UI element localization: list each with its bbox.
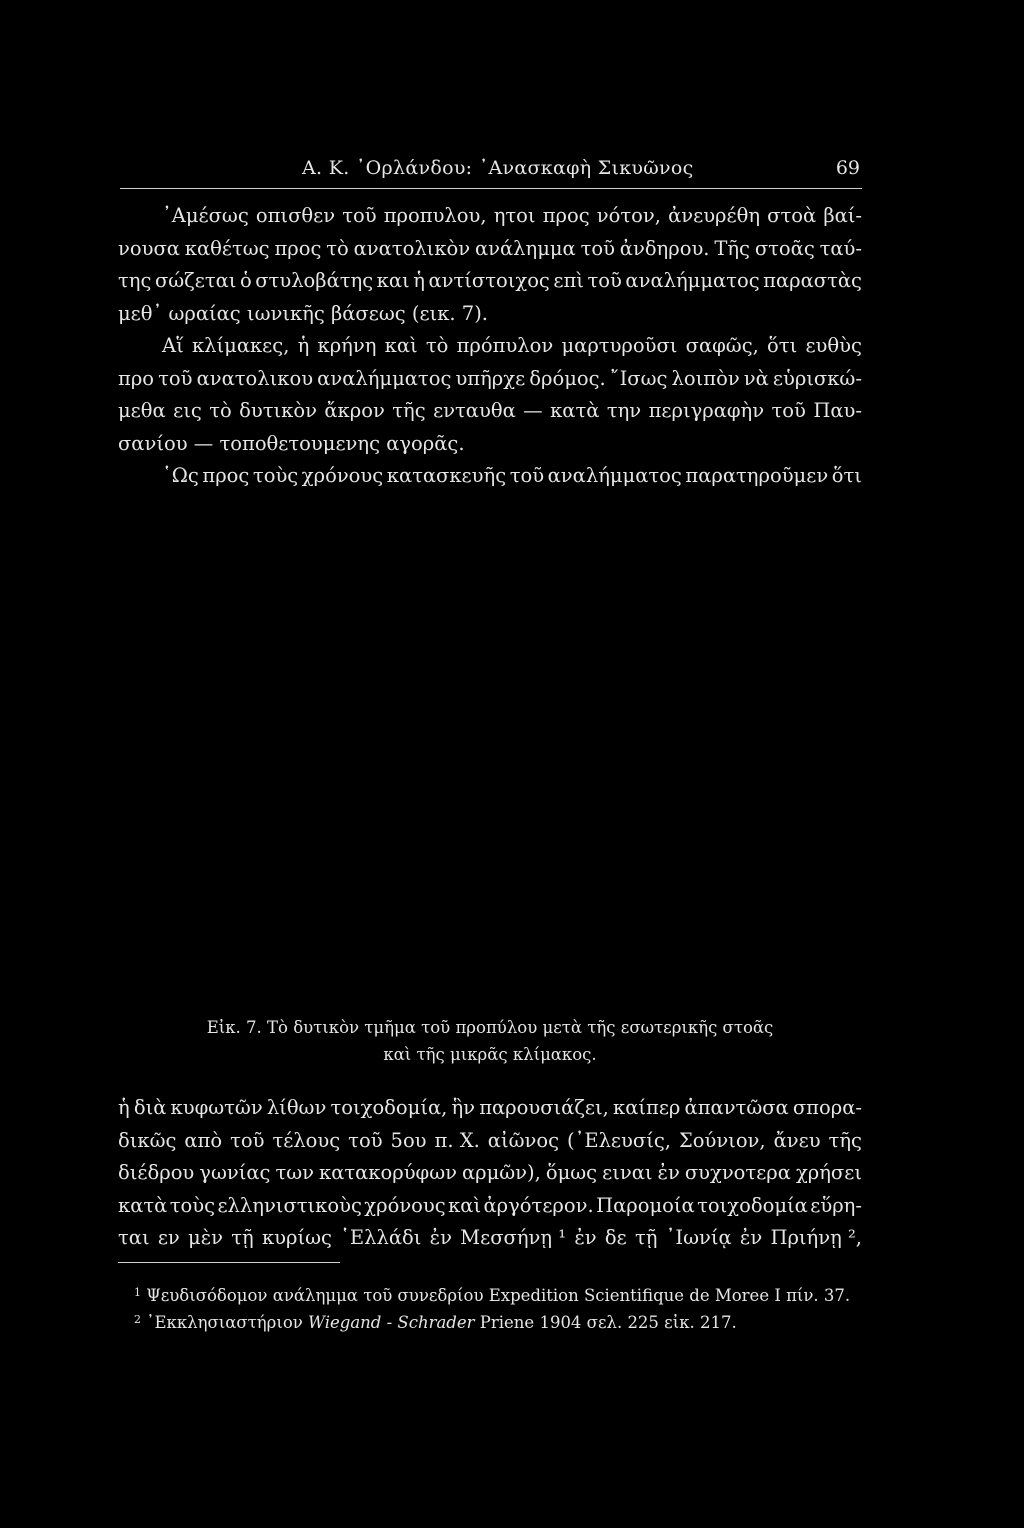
- word: τοῦ: [587, 269, 622, 293]
- word: ῾Ελλάδι: [340, 1226, 422, 1250]
- word: τὸ: [209, 399, 232, 423]
- word: της: [118, 269, 152, 293]
- word: ται: [118, 1226, 150, 1250]
- word: ἀπαντῶσα: [684, 1096, 789, 1119]
- word: ἀνευρέθη: [668, 204, 761, 227]
- header-rule: [120, 188, 862, 189]
- word: Παρομοία: [596, 1193, 695, 1217]
- word: τοῦ: [580, 236, 615, 260]
- word: Σούνιον,: [678, 1128, 766, 1152]
- word: ὅτι: [767, 334, 798, 357]
- word: μεθ᾿ ωραίας ιωνικῆς βάσεως (εικ. 7).: [118, 301, 488, 325]
- word: ὁ: [239, 269, 252, 293]
- text-line: [118, 330, 862, 363]
- word: κατασκευῆς: [386, 464, 507, 487]
- word: σανίου — τοποθετουμενης αγορᾶς.: [118, 431, 465, 455]
- word: ανατολικου: [196, 366, 314, 390]
- word: αἰῶνος: [487, 1128, 560, 1152]
- footnotes: [134, 1282, 862, 1336]
- footnote-marker: 1: [134, 1286, 141, 1299]
- word: τέλους: [272, 1128, 341, 1152]
- paragraph-west-propylon: [118, 200, 862, 330]
- word: ἐν: [739, 1226, 763, 1250]
- word: ελληνιστικοὺς: [217, 1193, 362, 1217]
- footnote-2: [134, 1309, 862, 1336]
- word: προς: [202, 464, 250, 487]
- caption-line: καὶ τῆς μικρᾶς κλίμακος.: [383, 1045, 597, 1064]
- word: συχνοτερα: [684, 1161, 791, 1185]
- word: ητοι: [493, 204, 536, 227]
- word: ανάλημμα: [474, 236, 576, 260]
- word: στυλοβάτης: [255, 269, 374, 293]
- paragraph-chronology: [118, 460, 862, 493]
- word: τοῦ: [342, 204, 377, 227]
- word: κυρίως: [261, 1226, 332, 1250]
- text-line: [118, 200, 862, 233]
- word: τοιχοδομία,: [330, 1096, 448, 1119]
- word: χρόνους: [301, 464, 384, 487]
- text-line: [118, 1190, 862, 1223]
- word: απὸ: [184, 1128, 223, 1152]
- word: ἀνδηρου.: [619, 236, 710, 260]
- text-line: [118, 363, 862, 396]
- word: τὸ: [326, 236, 349, 260]
- word: ᾿Ιωνίᾳ: [665, 1226, 732, 1250]
- word: παρατηροῦμεν: [685, 464, 829, 487]
- word: κυφωτῶν: [170, 1096, 263, 1119]
- text-line: [118, 1157, 862, 1190]
- word: κατὰ: [118, 1193, 168, 1217]
- word: την: [606, 399, 642, 423]
- word: τῇ: [231, 1226, 254, 1250]
- word: εν: [157, 1226, 180, 1250]
- word: αναλήμματος: [625, 269, 760, 293]
- word: σαφῶς,: [685, 334, 759, 357]
- word: ἀργότερον.: [483, 1193, 594, 1217]
- text-line: [118, 233, 862, 266]
- footnote-text: Priene 1904 σελ. 225 εἰκ. 217.: [474, 1313, 737, 1332]
- figure-7-image: [118, 500, 862, 990]
- word: προς: [542, 204, 590, 227]
- word: εις: [173, 399, 202, 423]
- footnote-text: Ψευδισόδομον ανάλημμα τοῦ συνεδρίου Expedition Scientifique de Moree I πίν. 37.: [146, 1286, 851, 1305]
- page: [118, 0, 862, 1528]
- word: ταύ-: [819, 236, 862, 260]
- word: διὰ: [133, 1096, 167, 1119]
- word: ἐν: [657, 1161, 680, 1185]
- word: ευθὺς: [805, 334, 862, 357]
- word: παραστὰς: [763, 269, 862, 293]
- page-number: 69: [835, 157, 860, 179]
- word: οπισθεν: [255, 204, 336, 227]
- word: μὲν: [188, 1226, 224, 1250]
- word: εὑρισκώ-: [772, 366, 862, 390]
- word: νουσα: [118, 236, 180, 260]
- word: ἐν: [429, 1226, 452, 1250]
- footnote-text: ᾿Εκκλησιαστήριον: [146, 1313, 309, 1332]
- word: δυτικὸν: [239, 399, 317, 423]
- word: Μεσσήνῃ ¹: [460, 1226, 567, 1250]
- word: τῇ: [634, 1226, 658, 1250]
- word: αναλήμματος: [317, 366, 452, 390]
- word: —: [523, 399, 543, 423]
- running-head-title: Α. Κ. ᾿Ορλάνδου: ᾿Ανασκαφὴ Σικυῶνος: [302, 157, 694, 179]
- figure-caption: [118, 1014, 862, 1068]
- word: λοιπὸν: [671, 366, 740, 390]
- word: τοῦ: [348, 1128, 383, 1152]
- word: περιγραφὴν: [648, 399, 765, 423]
- word: χρήσει: [795, 1161, 862, 1185]
- word: Τῆς: [714, 236, 750, 260]
- word: 5ου: [390, 1128, 427, 1152]
- word: προ: [118, 366, 155, 390]
- text-line: [118, 395, 862, 428]
- word: ἐν: [574, 1226, 597, 1250]
- word: καὶ: [448, 1193, 482, 1217]
- word: μεθα: [118, 399, 166, 423]
- word: τοὺς: [169, 1193, 216, 1217]
- footnote-rule: [118, 1262, 340, 1263]
- word: τοῦ: [158, 366, 193, 390]
- word: υπῆρχε: [455, 366, 526, 390]
- word: κλίμακες,: [191, 334, 290, 357]
- text-line: [118, 460, 862, 493]
- word: ενταυθα: [433, 399, 516, 423]
- word: καίπερ: [613, 1096, 681, 1119]
- word: επὶ: [553, 269, 584, 293]
- word: στοὰ: [767, 204, 817, 227]
- word: καθέτως: [184, 236, 270, 260]
- word: σπορα-: [792, 1096, 862, 1119]
- word: τοῦ: [771, 399, 806, 423]
- word: ἣν: [451, 1096, 476, 1119]
- word: π. Χ.: [434, 1128, 480, 1152]
- word: κρήνη: [317, 334, 377, 357]
- word: (᾿Ελευσίς,: [566, 1128, 671, 1152]
- word: προπυλου,: [383, 204, 487, 227]
- word: παρουσιάζει,: [479, 1096, 609, 1119]
- word: ῎Ισως: [609, 366, 668, 390]
- footnote-marker: 2: [134, 1313, 141, 1326]
- word: ἄνευ: [773, 1128, 821, 1152]
- word: τοιχοδομία: [697, 1193, 808, 1217]
- word: δρόμος.: [529, 366, 606, 390]
- text-line: [118, 428, 862, 461]
- word: διέδρου: [118, 1161, 195, 1185]
- word: σώζεται: [154, 269, 237, 293]
- word: ειναι: [602, 1161, 653, 1185]
- word: ῾Ως: [162, 464, 199, 487]
- word: και: [376, 269, 410, 293]
- word: τοῦ: [509, 464, 545, 487]
- word: προς: [274, 236, 322, 260]
- text-line: [118, 1092, 862, 1125]
- word: των: [275, 1161, 314, 1185]
- word: λίθων: [266, 1096, 327, 1119]
- paragraph-stairs-fountain: [118, 330, 862, 460]
- word: πρόπυλον: [456, 334, 554, 357]
- text-line: [118, 1125, 862, 1158]
- word: ὅτι: [831, 464, 862, 487]
- word: αντίστοιχος: [428, 269, 550, 293]
- word: τοῦ: [230, 1128, 265, 1152]
- word: ἡ: [413, 269, 425, 293]
- paragraph-masonry: [118, 1092, 862, 1255]
- word: ὅμως: [545, 1161, 598, 1185]
- word: στοᾶς: [754, 236, 815, 260]
- word: ᾿Αμέσως: [162, 204, 249, 227]
- word: τῆς: [828, 1128, 862, 1152]
- caption-line: Εἰκ. 7. Τὸ δυτικὸν τμῆμα τοῦ προπύλου μετὰ τῆς εσωτερικῆς στοᾶς: [206, 1018, 774, 1037]
- word: νὰ: [743, 366, 769, 390]
- word: Πριήνῃ ²,: [770, 1226, 862, 1250]
- word: εὕρη-: [810, 1193, 862, 1217]
- text-line: [118, 298, 862, 331]
- word: δικῶς: [118, 1128, 177, 1152]
- word: βαί-: [823, 204, 862, 227]
- word: Αἵ: [162, 334, 184, 357]
- footnote-1: [134, 1282, 862, 1309]
- text-line: [118, 1222, 862, 1255]
- word: δε: [604, 1226, 627, 1250]
- word: αρμῶν),: [461, 1161, 541, 1185]
- word: κατὰ: [550, 399, 600, 423]
- word: χρόνους: [364, 1193, 446, 1217]
- word: μαρτυροῦσι: [561, 334, 678, 357]
- word: κατακορύφων: [319, 1161, 457, 1185]
- word: καὶ: [384, 334, 418, 357]
- running-head: [118, 157, 862, 183]
- word: Παυ-: [813, 399, 862, 423]
- word: ἄκρον: [324, 399, 385, 423]
- word: ανατολικὸν: [353, 236, 471, 260]
- word: αναλήμματος: [547, 464, 682, 487]
- word: τῆς: [392, 399, 426, 423]
- word: ἡ: [118, 1096, 130, 1119]
- word: τὸ: [425, 334, 449, 357]
- word: τοὺς: [252, 464, 299, 487]
- footnote-authors: Wiegand - Schrader: [308, 1313, 475, 1332]
- word: γωνίας: [199, 1161, 271, 1185]
- word: ἡ: [297, 334, 310, 357]
- word: νότον,: [596, 204, 661, 227]
- text-line: [118, 265, 862, 298]
